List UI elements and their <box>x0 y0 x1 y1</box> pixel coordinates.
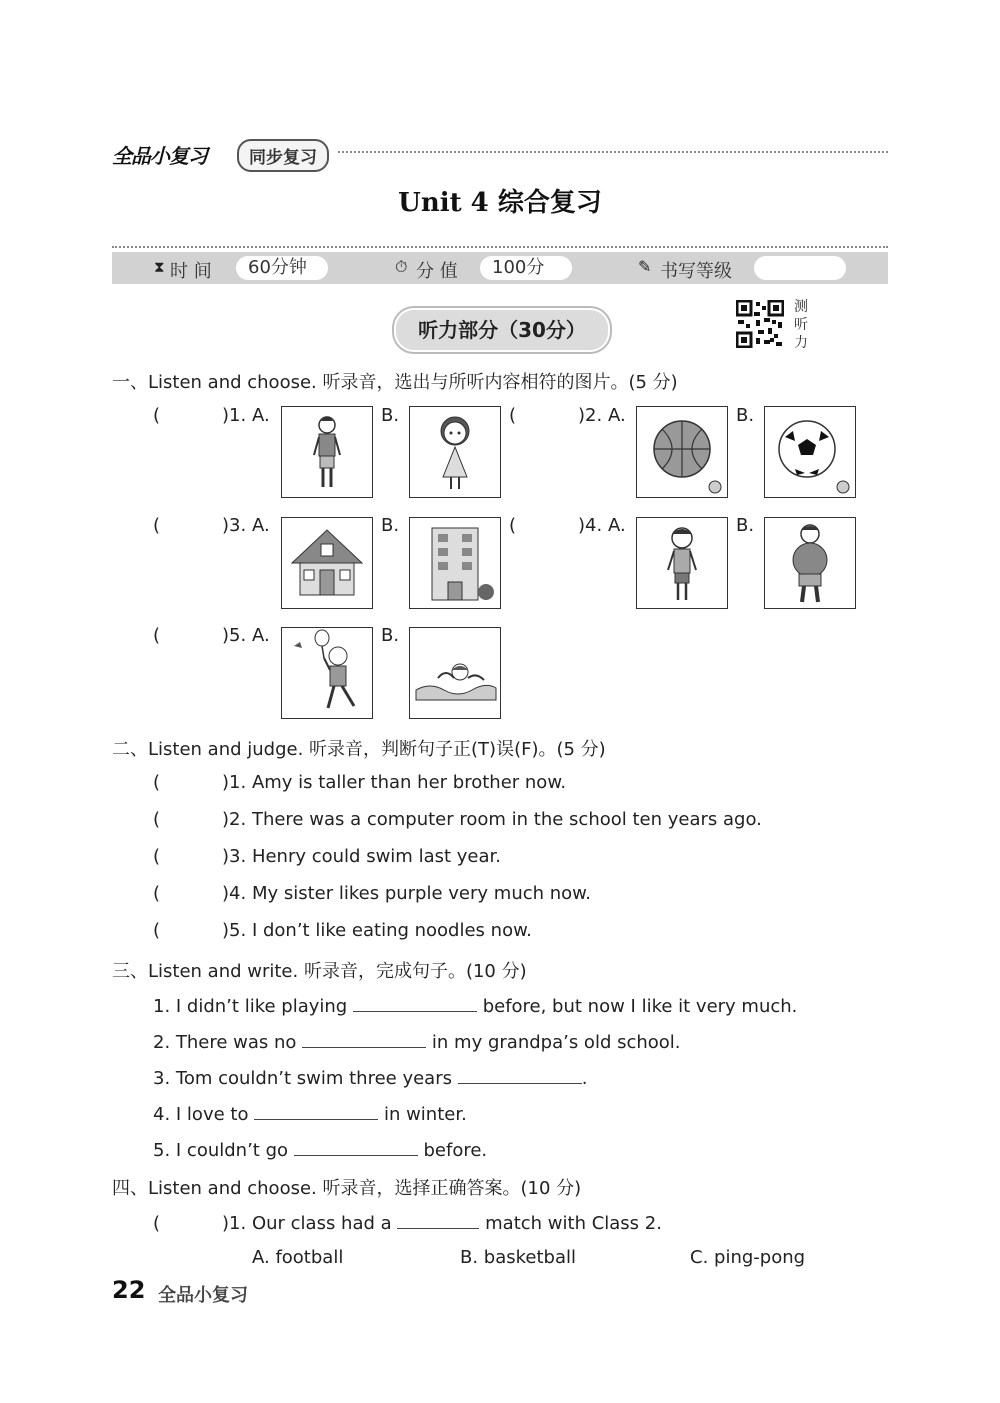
part3-item: 4. I love to in winter. <box>153 1101 467 1125</box>
option-a[interactable]: A. football <box>252 1247 344 1268</box>
listening-section-badge: 听力部分（30分） <box>394 308 610 352</box>
part1-q2: ( )2. <box>509 405 603 426</box>
fill-blank[interactable] <box>294 1137 418 1156</box>
option-a-label: A. <box>252 405 270 426</box>
picture-basketball[interactable] <box>636 406 728 498</box>
clock-icon: ⏱ <box>395 257 408 276</box>
fill-blank[interactable] <box>458 1065 582 1084</box>
fill-blank[interactable] <box>302 1029 426 1048</box>
part2-item: ( )1. Amy is taller than her brother now. <box>153 772 567 793</box>
part3-item: 1. I didn’t like playing before, but now I like it very much. <box>153 993 797 1017</box>
picture-tall-building[interactable] <box>409 517 501 609</box>
section-tag: 同步复习 <box>237 139 329 172</box>
part3-heading: 三、Listen and write. 听录音，完成句子。(10 分) <box>112 961 527 982</box>
time-label: 时 间 <box>170 261 212 282</box>
option-b-label: B. <box>381 405 400 426</box>
option-a-label: A. <box>252 515 270 536</box>
qr-caption: 测听力 <box>794 299 808 351</box>
option-a-label: A. <box>252 625 270 646</box>
part2-item: ( )4. My sister likes purple very much now. <box>153 883 591 904</box>
part4-heading: 四、Listen and choose. 听录音，选择正确答案。(10 分) <box>112 1178 582 1199</box>
part2-item: ( )5. I don’t like eating noodles now. <box>153 920 532 941</box>
part1-q4: ( )4. <box>509 515 603 536</box>
option-b[interactable]: B. basketball <box>460 1247 576 1268</box>
info-bar <box>112 252 888 284</box>
writing-value[interactable] <box>754 256 846 280</box>
part3-item: 3. Tom couldn’t swim three years . <box>153 1065 587 1089</box>
picture-girl[interactable] <box>409 406 501 498</box>
picture-fat-boy[interactable] <box>764 517 856 609</box>
page-title: Unit 4 综合复习 <box>398 188 602 218</box>
page-number: 22 <box>112 1276 146 1304</box>
picture-thin-boy[interactable] <box>636 517 728 609</box>
fill-blank[interactable] <box>353 993 477 1012</box>
part2-item: ( )2. There was a computer room in the school ten years ago. <box>153 809 762 830</box>
part1-q5: ( )5. <box>153 625 247 646</box>
pencil-icon: ✎ <box>638 257 652 276</box>
part2-item: ( )3. Henry could swim last year. <box>153 846 501 867</box>
part3-item: 5. I couldn’t go before. <box>153 1137 487 1161</box>
option-b-label: B. <box>381 625 400 646</box>
picture-swimming-boy[interactable] <box>409 627 501 719</box>
hourglass-icon: ⧗ <box>154 258 165 276</box>
part4-q1: ( )1. Our class had a match with Class 2. <box>153 1210 662 1234</box>
part3-item: 2. There was no in my grandpa’s old school. <box>153 1029 681 1053</box>
score-label: 分 值 <box>416 261 458 282</box>
writing-label: 书写等级 <box>660 261 732 282</box>
qr-code-icon[interactable] <box>736 300 784 348</box>
option-a-label: A. <box>608 405 626 426</box>
option-c[interactable]: C. ping-pong <box>690 1247 806 1268</box>
fill-blank[interactable] <box>254 1101 378 1120</box>
part1-heading: 一、Listen and choose. 听录音，选出与所听内容相符的图片。(5 分) <box>112 372 678 393</box>
option-b-label: B. <box>381 515 400 536</box>
info-divider <box>112 246 888 248</box>
part1-q3: ( )3. <box>153 515 247 536</box>
part2-heading: 二、Listen and judge. 听录音，判断句子正(T)误(F)。(5 分) <box>112 739 606 760</box>
time-value: 60分钟 <box>236 256 328 280</box>
picture-old-house[interactable] <box>281 517 373 609</box>
brand-logo: 全品小复习 <box>112 144 207 168</box>
part1-q1: ( )1. <box>153 405 247 426</box>
header-divider <box>338 151 888 153</box>
picture-football[interactable] <box>764 406 856 498</box>
score-value: 100分 <box>480 256 572 280</box>
picture-short-boy[interactable] <box>281 406 373 498</box>
fill-blank[interactable] <box>397 1210 479 1229</box>
option-a-label: A. <box>608 515 626 536</box>
option-b-label: B. <box>736 405 755 426</box>
picture-badminton-boy[interactable] <box>281 627 373 719</box>
option-b-label: B. <box>736 515 755 536</box>
footer-brand: 全品小复习 <box>158 1285 248 1306</box>
